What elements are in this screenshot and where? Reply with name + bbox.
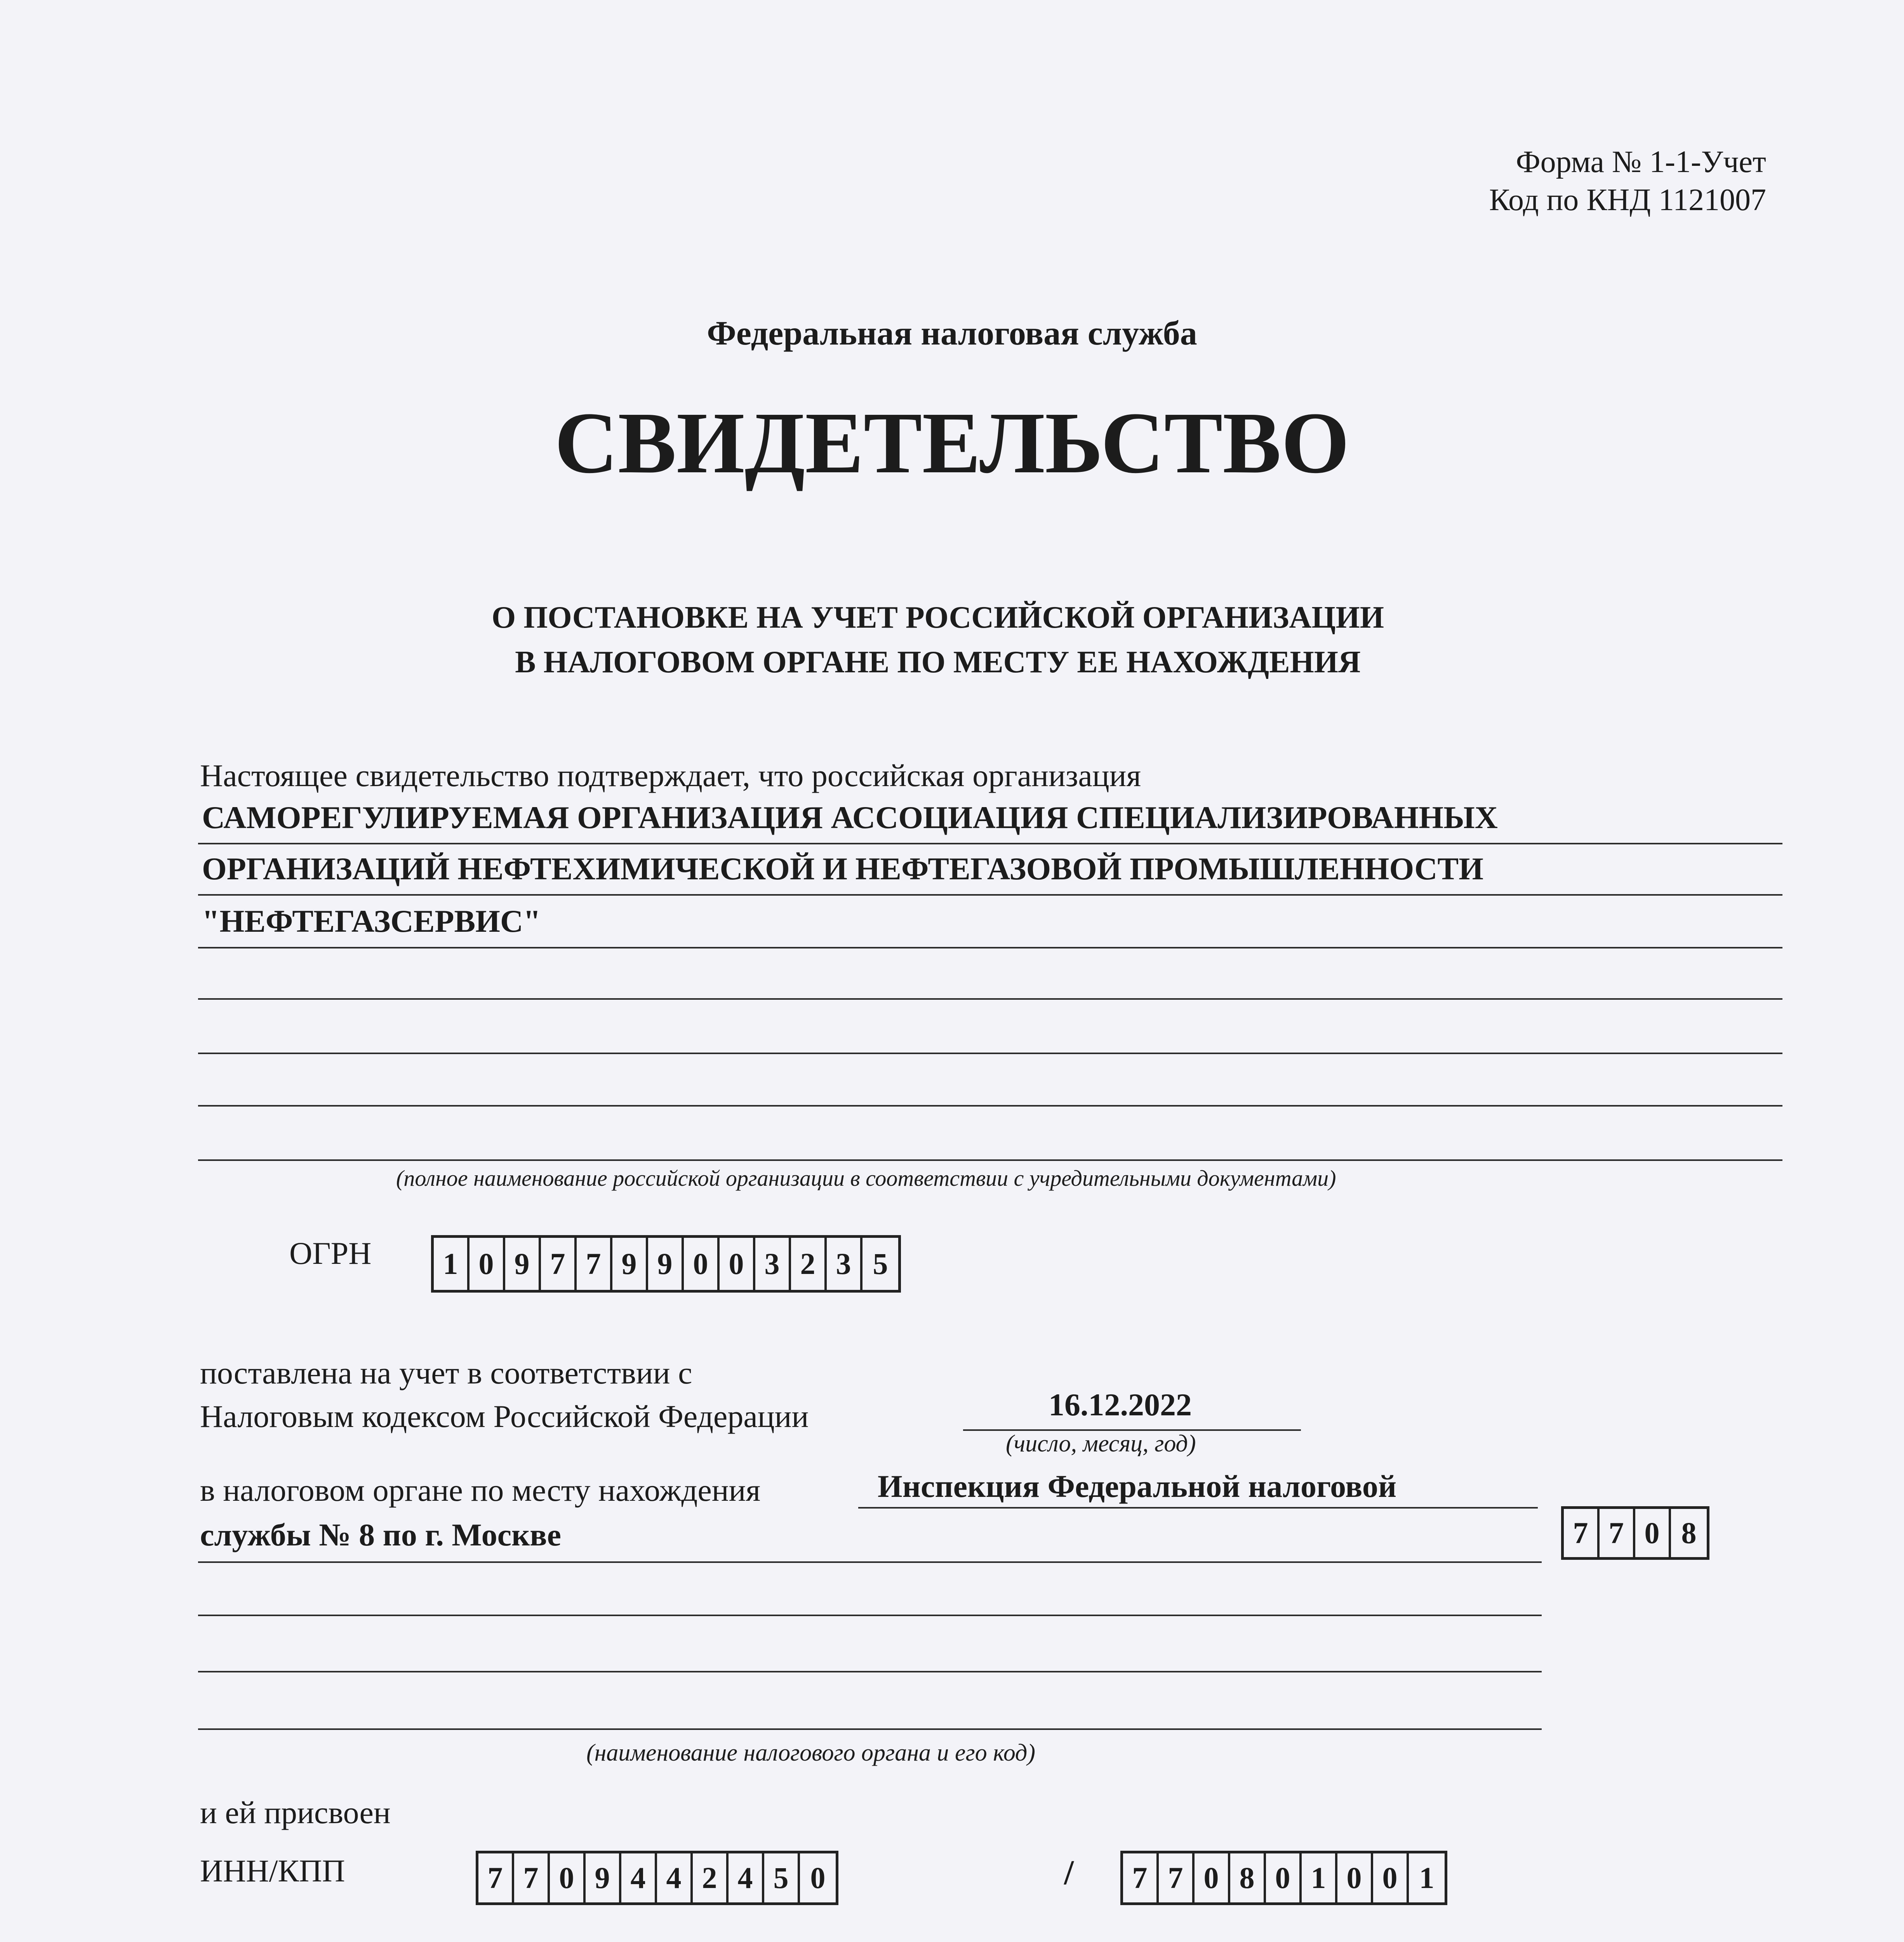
org-name-line2: ОРГАНИЗАЦИЙ НЕФТЕХИМИЧЕСКОЙ И НЕФТЕГАЗОВОЙ ПРОМЫШЛЕННОСТИ (202, 851, 1483, 886)
ogrn-digit: 9 (505, 1238, 541, 1290)
registration-line1: поставлена на учет в соответствии с (200, 1355, 692, 1390)
ogrn-digit: 3 (755, 1238, 791, 1290)
inn-kpp-label: ИНН/КПП (200, 1853, 345, 1888)
ogrn-digit: 9 (648, 1238, 684, 1290)
ogrn-digit: 0 (469, 1238, 505, 1290)
org-name-line3: "НЕФТЕГАЗСЕРВИС" (202, 903, 541, 939)
knd-code: Код по КНД 1121007 (1489, 183, 1766, 217)
inn-digit: 0 (810, 1861, 826, 1895)
tax-authority-code-digit: 0 (1635, 1509, 1671, 1557)
tax-authority-code-boxes (1561, 1506, 1709, 1560)
authority-line-5 (198, 1728, 1542, 1730)
tax-authority-caption: (наименование налогового органа и его код) (586, 1740, 1036, 1766)
subtitle-line1: О ПОСТАНОВКЕ НА УЧЕТ РОССИЙСКОЙ ОРГАНИЗАЦИИ (492, 600, 1384, 635)
ogrn-digit: 7 (577, 1238, 612, 1290)
org-name-caption: (полное наименование российской организации в соответствии с учредительными документами) (396, 1166, 1336, 1191)
kpp-digit: 1 (1302, 1853, 1337, 1902)
tax-authority-code-digit: 7 (1564, 1509, 1600, 1557)
kpp-digit: 0 (1337, 1853, 1373, 1902)
kpp-digit: 8 (1230, 1853, 1266, 1902)
inn-digit: 0 (550, 1853, 586, 1902)
tax-authority-name-line1: Инспекция Федеральной налоговой (878, 1469, 1397, 1504)
registration-line2: Налоговым кодексом Российской Федерации (200, 1399, 809, 1434)
tax-authority-prefix: в налоговом органе по месту нахождения (200, 1472, 761, 1508)
ogrn-digit: 0 (720, 1238, 755, 1290)
org-name-line1: САМОРЕГУЛИРУЕМАЯ ОРГАНИЗАЦИЯ АССОЦИАЦИЯ СПЕЦИАЛИЗИРОВАННЫХ (202, 800, 1498, 835)
inn-digit: 7 (478, 1853, 514, 1902)
registration-date: 16.12.2022 (1049, 1387, 1192, 1422)
authority-line-1 (858, 1507, 1538, 1509)
subtitle-line2: В НАЛОГОВОМ ОРГАНЕ ПО МЕСТУ ЕЕ НАХОЖДЕНИЯ (515, 645, 1361, 679)
org-line-7 (198, 1159, 1782, 1161)
kpp-digit: 1 (1419, 1861, 1435, 1895)
inn-digit: 5 (764, 1853, 800, 1902)
ogrn-digit: 2 (791, 1238, 827, 1290)
inn-digit: 7 (514, 1853, 550, 1902)
ogrn-label: ОГРН (289, 1236, 372, 1271)
tax-authority-name-line2: службы № 8 по г. Москве (200, 1517, 561, 1552)
date-caption: (число, месяц, год) (1006, 1430, 1196, 1457)
inn-digit: 4 (657, 1853, 693, 1902)
authority-line-4 (198, 1671, 1542, 1672)
ogrn-digit: 7 (541, 1238, 577, 1290)
inn-digit: 4 (621, 1853, 657, 1902)
org-line-2 (198, 894, 1782, 896)
kpp-digit-boxes (1120, 1851, 1447, 1905)
kpp-digit: 0 (1266, 1853, 1302, 1902)
agency-name: Федеральная налоговая служба (707, 315, 1197, 352)
authority-line-2 (198, 1561, 1542, 1563)
tax-authority-code-digit: 8 (1681, 1516, 1697, 1550)
ogrn-digit: 0 (684, 1238, 720, 1290)
document-title: СВИДЕТЕЛЬСТВО (554, 394, 1350, 491)
org-line-6 (198, 1105, 1782, 1107)
org-line-4 (198, 998, 1782, 1000)
kpp-digit: 0 (1195, 1853, 1230, 1902)
form-number: Форма № 1-1-Учет (1516, 145, 1766, 179)
inn-kpp-separator: / (1064, 1853, 1074, 1892)
kpp-digit: 7 (1159, 1853, 1195, 1902)
assigned-label: и ей присвоен (200, 1795, 391, 1830)
ogrn-digit: 1 (434, 1238, 469, 1290)
intro-text: Настоящее свидетельство подтверждает, что российская организация (200, 758, 1141, 793)
inn-digit: 4 (729, 1853, 764, 1902)
tax-authority-code-digit: 7 (1600, 1509, 1635, 1557)
ogrn-digit-boxes (431, 1235, 901, 1293)
ogrn-digit: 3 (827, 1238, 862, 1290)
kpp-digit: 7 (1123, 1853, 1159, 1902)
org-line-1 (198, 843, 1782, 844)
ogrn-digit: 9 (612, 1238, 648, 1290)
inn-digit: 2 (693, 1853, 729, 1902)
org-line-3 (198, 947, 1782, 948)
inn-digit-boxes (476, 1851, 838, 1905)
kpp-digit: 0 (1373, 1853, 1409, 1902)
authority-line-3 (198, 1615, 1542, 1616)
org-line-5 (198, 1053, 1782, 1054)
inn-digit: 9 (586, 1853, 621, 1902)
ogrn-digit: 5 (873, 1247, 888, 1281)
